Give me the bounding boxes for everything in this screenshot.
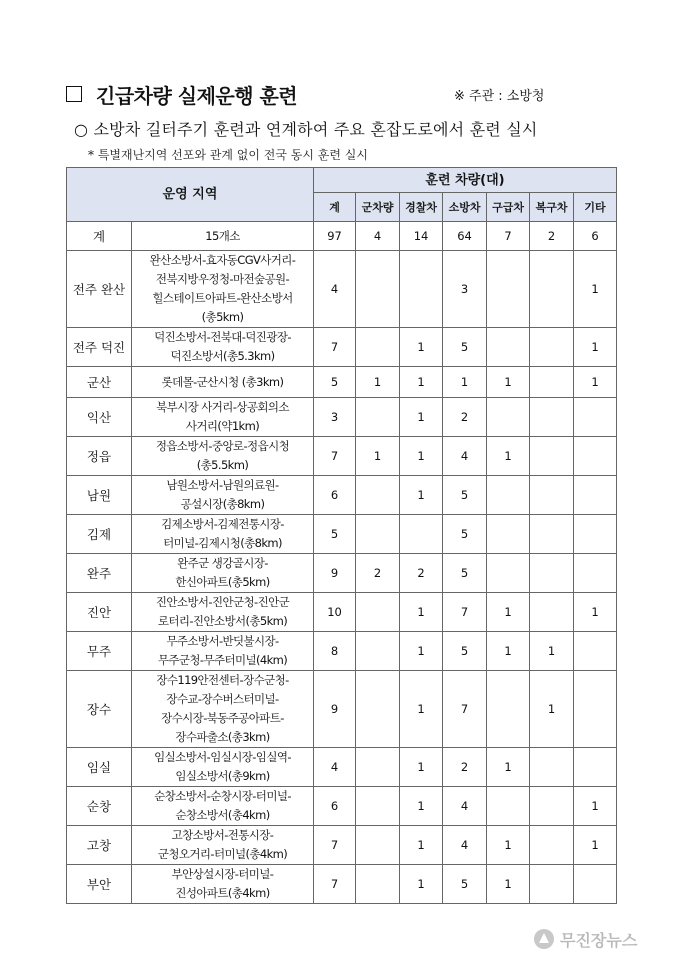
count-cell: [487, 251, 530, 328]
count-cell: [574, 865, 617, 904]
region-cell: 김제: [67, 515, 132, 554]
count-cell: [356, 787, 400, 826]
column-header: 계: [314, 193, 356, 222]
count-cell: [574, 748, 617, 787]
route-cell: 덕진소방서-전북대-덕진광장- 덕진소방서(총5.3km): [132, 328, 314, 367]
count-cell: 7: [443, 671, 487, 748]
count-cell: [356, 748, 400, 787]
count-cell: [487, 554, 530, 593]
column-header: 복구차: [530, 193, 574, 222]
region-cell: 순창: [67, 787, 132, 826]
count-cell: [574, 671, 617, 748]
route-cell: 고창소방서-전통시장- 군청오거리-터미널(총4km): [132, 826, 314, 865]
route-cell: 김제소방서-김제전통시장- 터미널-김제시청(총8km): [132, 515, 314, 554]
region-cell: 부안: [67, 865, 132, 904]
count-cell: [530, 554, 574, 593]
count-cell: [356, 593, 400, 632]
count-cell: 3: [443, 251, 487, 328]
table-row: [67, 632, 617, 671]
count-cell: 1: [400, 398, 443, 437]
count-cell: [530, 515, 574, 554]
count-cell: [356, 671, 400, 748]
count-cell: [530, 437, 574, 476]
route-cell: 부안상설시장-터미널- 진성아파트(총4km): [132, 865, 314, 904]
count-cell: 1: [443, 367, 487, 398]
count-cell: 5: [443, 328, 487, 367]
count-cell: 6: [574, 222, 617, 251]
count-cell: 5: [443, 865, 487, 904]
region-cell: 전주 덕진: [67, 328, 132, 367]
count-cell: 1: [574, 367, 617, 398]
count-cell: [487, 787, 530, 826]
count-cell: 1: [574, 826, 617, 865]
count-cell: 4: [443, 826, 487, 865]
watermark-logo: [534, 925, 674, 953]
count-cell: 1: [574, 787, 617, 826]
count-cell: 6: [314, 787, 356, 826]
subheading: ○ 소방차 길터주기 훈련과 연계하여 주요 혼잡도로에서 훈련 실시: [74, 120, 538, 139]
count-cell: 1: [400, 437, 443, 476]
count-cell: 4: [356, 222, 400, 251]
count-cell: 1: [530, 671, 574, 748]
count-cell: 1: [487, 748, 530, 787]
table-row: [67, 367, 617, 398]
count-cell: 1: [487, 593, 530, 632]
footnote: * 특별재난지역 선포와 관계 없이 전국 동시 훈련 실시: [88, 148, 368, 162]
count-cell: 5: [443, 515, 487, 554]
training-table: [66, 167, 617, 904]
table-row: [67, 787, 617, 826]
count-cell: 5: [443, 476, 487, 515]
count-cell: [356, 632, 400, 671]
table-row: [67, 251, 617, 328]
table-row: [67, 328, 617, 367]
region-cell: 계: [67, 222, 132, 251]
count-cell: [356, 476, 400, 515]
region-cell: 익산: [67, 398, 132, 437]
count-cell: 1: [400, 367, 443, 398]
organizer-note: ※ 주관 : 소방청: [454, 89, 545, 104]
region-cell: 전주 완산: [67, 251, 132, 328]
count-cell: 2: [356, 554, 400, 593]
count-cell: [487, 328, 530, 367]
count-cell: [530, 476, 574, 515]
count-cell: 2: [530, 222, 574, 251]
count-cell: 5: [443, 632, 487, 671]
count-cell: 3: [314, 398, 356, 437]
count-cell: [356, 515, 400, 554]
count-cell: [530, 593, 574, 632]
count-cell: [530, 251, 574, 328]
region-cell: 완주: [67, 554, 132, 593]
count-cell: 1: [400, 476, 443, 515]
count-cell: 4: [443, 787, 487, 826]
count-cell: 1: [356, 437, 400, 476]
count-cell: [530, 748, 574, 787]
count-cell: 1: [487, 437, 530, 476]
route-cell: 진안소방서-진안군청-진안군 로터리-진안소방서(총5km): [132, 593, 314, 632]
column-header: 소방차: [443, 193, 487, 222]
count-cell: 1: [487, 632, 530, 671]
count-cell: 1: [574, 328, 617, 367]
count-cell: [487, 398, 530, 437]
section-heading: [66, 80, 586, 108]
logo-icon: [534, 929, 554, 949]
table-row: [67, 222, 617, 251]
count-cell: 9: [314, 671, 356, 748]
count-cell: 7: [314, 865, 356, 904]
region-cell: 남원: [67, 476, 132, 515]
route-cell: 순창소방서-순창시장-터미널- 순창소방서(총4km): [132, 787, 314, 826]
table-row: [67, 826, 617, 865]
count-cell: 2: [400, 554, 443, 593]
count-cell: 1: [530, 632, 574, 671]
count-cell: 7: [314, 826, 356, 865]
count-cell: [530, 367, 574, 398]
count-cell: 4: [314, 748, 356, 787]
count-cell: [530, 865, 574, 904]
count-cell: 1: [487, 826, 530, 865]
header-vehicle-group: 훈련 차량(대): [314, 168, 617, 193]
count-cell: [574, 476, 617, 515]
section-title: 긴급차량 실제운행 훈련: [96, 83, 298, 108]
region-cell: 임실: [67, 748, 132, 787]
count-cell: 7: [487, 222, 530, 251]
count-cell: 1: [400, 787, 443, 826]
count-cell: 14: [400, 222, 443, 251]
table-row: [67, 398, 617, 437]
count-cell: 2: [443, 398, 487, 437]
count-cell: [530, 826, 574, 865]
table-row: [67, 554, 617, 593]
count-cell: 6: [314, 476, 356, 515]
count-cell: 1: [400, 671, 443, 748]
column-header: 구급차: [487, 193, 530, 222]
count-cell: [356, 826, 400, 865]
count-cell: [530, 398, 574, 437]
table-row: [67, 671, 617, 748]
count-cell: 7: [314, 328, 356, 367]
region-cell: 고창: [67, 826, 132, 865]
count-cell: 1: [400, 865, 443, 904]
count-cell: [400, 515, 443, 554]
count-cell: [574, 554, 617, 593]
count-cell: [574, 437, 617, 476]
count-cell: 1: [400, 328, 443, 367]
count-cell: [487, 671, 530, 748]
route-cell: 남원소방서-남원의료원- 공설시장(총8km): [132, 476, 314, 515]
route-cell: 임실소방서-임실시장-임실역- 임실소방서(총9km): [132, 748, 314, 787]
table-row: [67, 748, 617, 787]
count-cell: 64: [443, 222, 487, 251]
count-cell: 4: [314, 251, 356, 328]
route-cell: 정읍소방서-중앙로-정읍시청 (총5.5km): [132, 437, 314, 476]
count-cell: 1: [356, 367, 400, 398]
route-cell: 무주소방서-반딧불시장- 무주군청-무주터미널(4km): [132, 632, 314, 671]
count-cell: 1: [400, 593, 443, 632]
count-cell: 5: [314, 515, 356, 554]
count-cell: [356, 398, 400, 437]
count-cell: 1: [400, 748, 443, 787]
count-cell: [530, 328, 574, 367]
count-cell: 9: [314, 554, 356, 593]
table-row: [67, 476, 617, 515]
count-cell: 4: [443, 437, 487, 476]
column-header: 경찰차: [400, 193, 443, 222]
route-cell: 15개소: [132, 222, 314, 251]
count-cell: [530, 787, 574, 826]
route-cell: 롯데몰-군산시청 (총3km): [132, 367, 314, 398]
count-cell: [574, 515, 617, 554]
count-cell: 1: [487, 865, 530, 904]
route-cell: 장수119안전센터-장수군청- 장수교-장수버스터미널- 장수시장-북동주공아파트- 장수파출소(총3km): [132, 671, 314, 748]
column-header: 군차량: [356, 193, 400, 222]
region-cell: 장수: [67, 671, 132, 748]
count-cell: 1: [400, 826, 443, 865]
count-cell: 8: [314, 632, 356, 671]
count-cell: 5: [443, 554, 487, 593]
table-row: [67, 515, 617, 554]
count-cell: 1: [574, 593, 617, 632]
region-cell: 군산: [67, 367, 132, 398]
region-cell: 진안: [67, 593, 132, 632]
column-header: 기타: [574, 193, 617, 222]
count-cell: [356, 251, 400, 328]
count-cell: [487, 515, 530, 554]
count-cell: [356, 865, 400, 904]
route-cell: 북부시장 사거리-상공회의소 사거리(약1km): [132, 398, 314, 437]
count-cell: 7: [443, 593, 487, 632]
watermark-text: 무진장뉴스: [560, 930, 638, 950]
count-cell: 2: [443, 748, 487, 787]
count-cell: 10: [314, 593, 356, 632]
header-region: 운영 지역: [67, 168, 314, 222]
table-row: [67, 437, 617, 476]
count-cell: [356, 328, 400, 367]
table-row: [67, 865, 617, 904]
route-cell: 완주군 생강골시장- 한신아파트(총5km): [132, 554, 314, 593]
count-cell: [400, 251, 443, 328]
count-cell: 1: [574, 251, 617, 328]
count-cell: [574, 398, 617, 437]
count-cell: 5: [314, 367, 356, 398]
region-cell: 정읍: [67, 437, 132, 476]
count-cell: 1: [487, 367, 530, 398]
table-row: [67, 593, 617, 632]
count-cell: 7: [314, 437, 356, 476]
count-cell: [487, 476, 530, 515]
count-cell: 97: [314, 222, 356, 251]
route-cell: 완산소방서-효자동CGV사거리- 전북지방우정청-마전숲공원- 힐스테이트아파트-완산소방서 (총5km): [132, 251, 314, 328]
region-cell: 무주: [67, 632, 132, 671]
count-cell: 1: [400, 632, 443, 671]
checkbox-square-icon: [66, 86, 82, 102]
count-cell: [574, 632, 617, 671]
